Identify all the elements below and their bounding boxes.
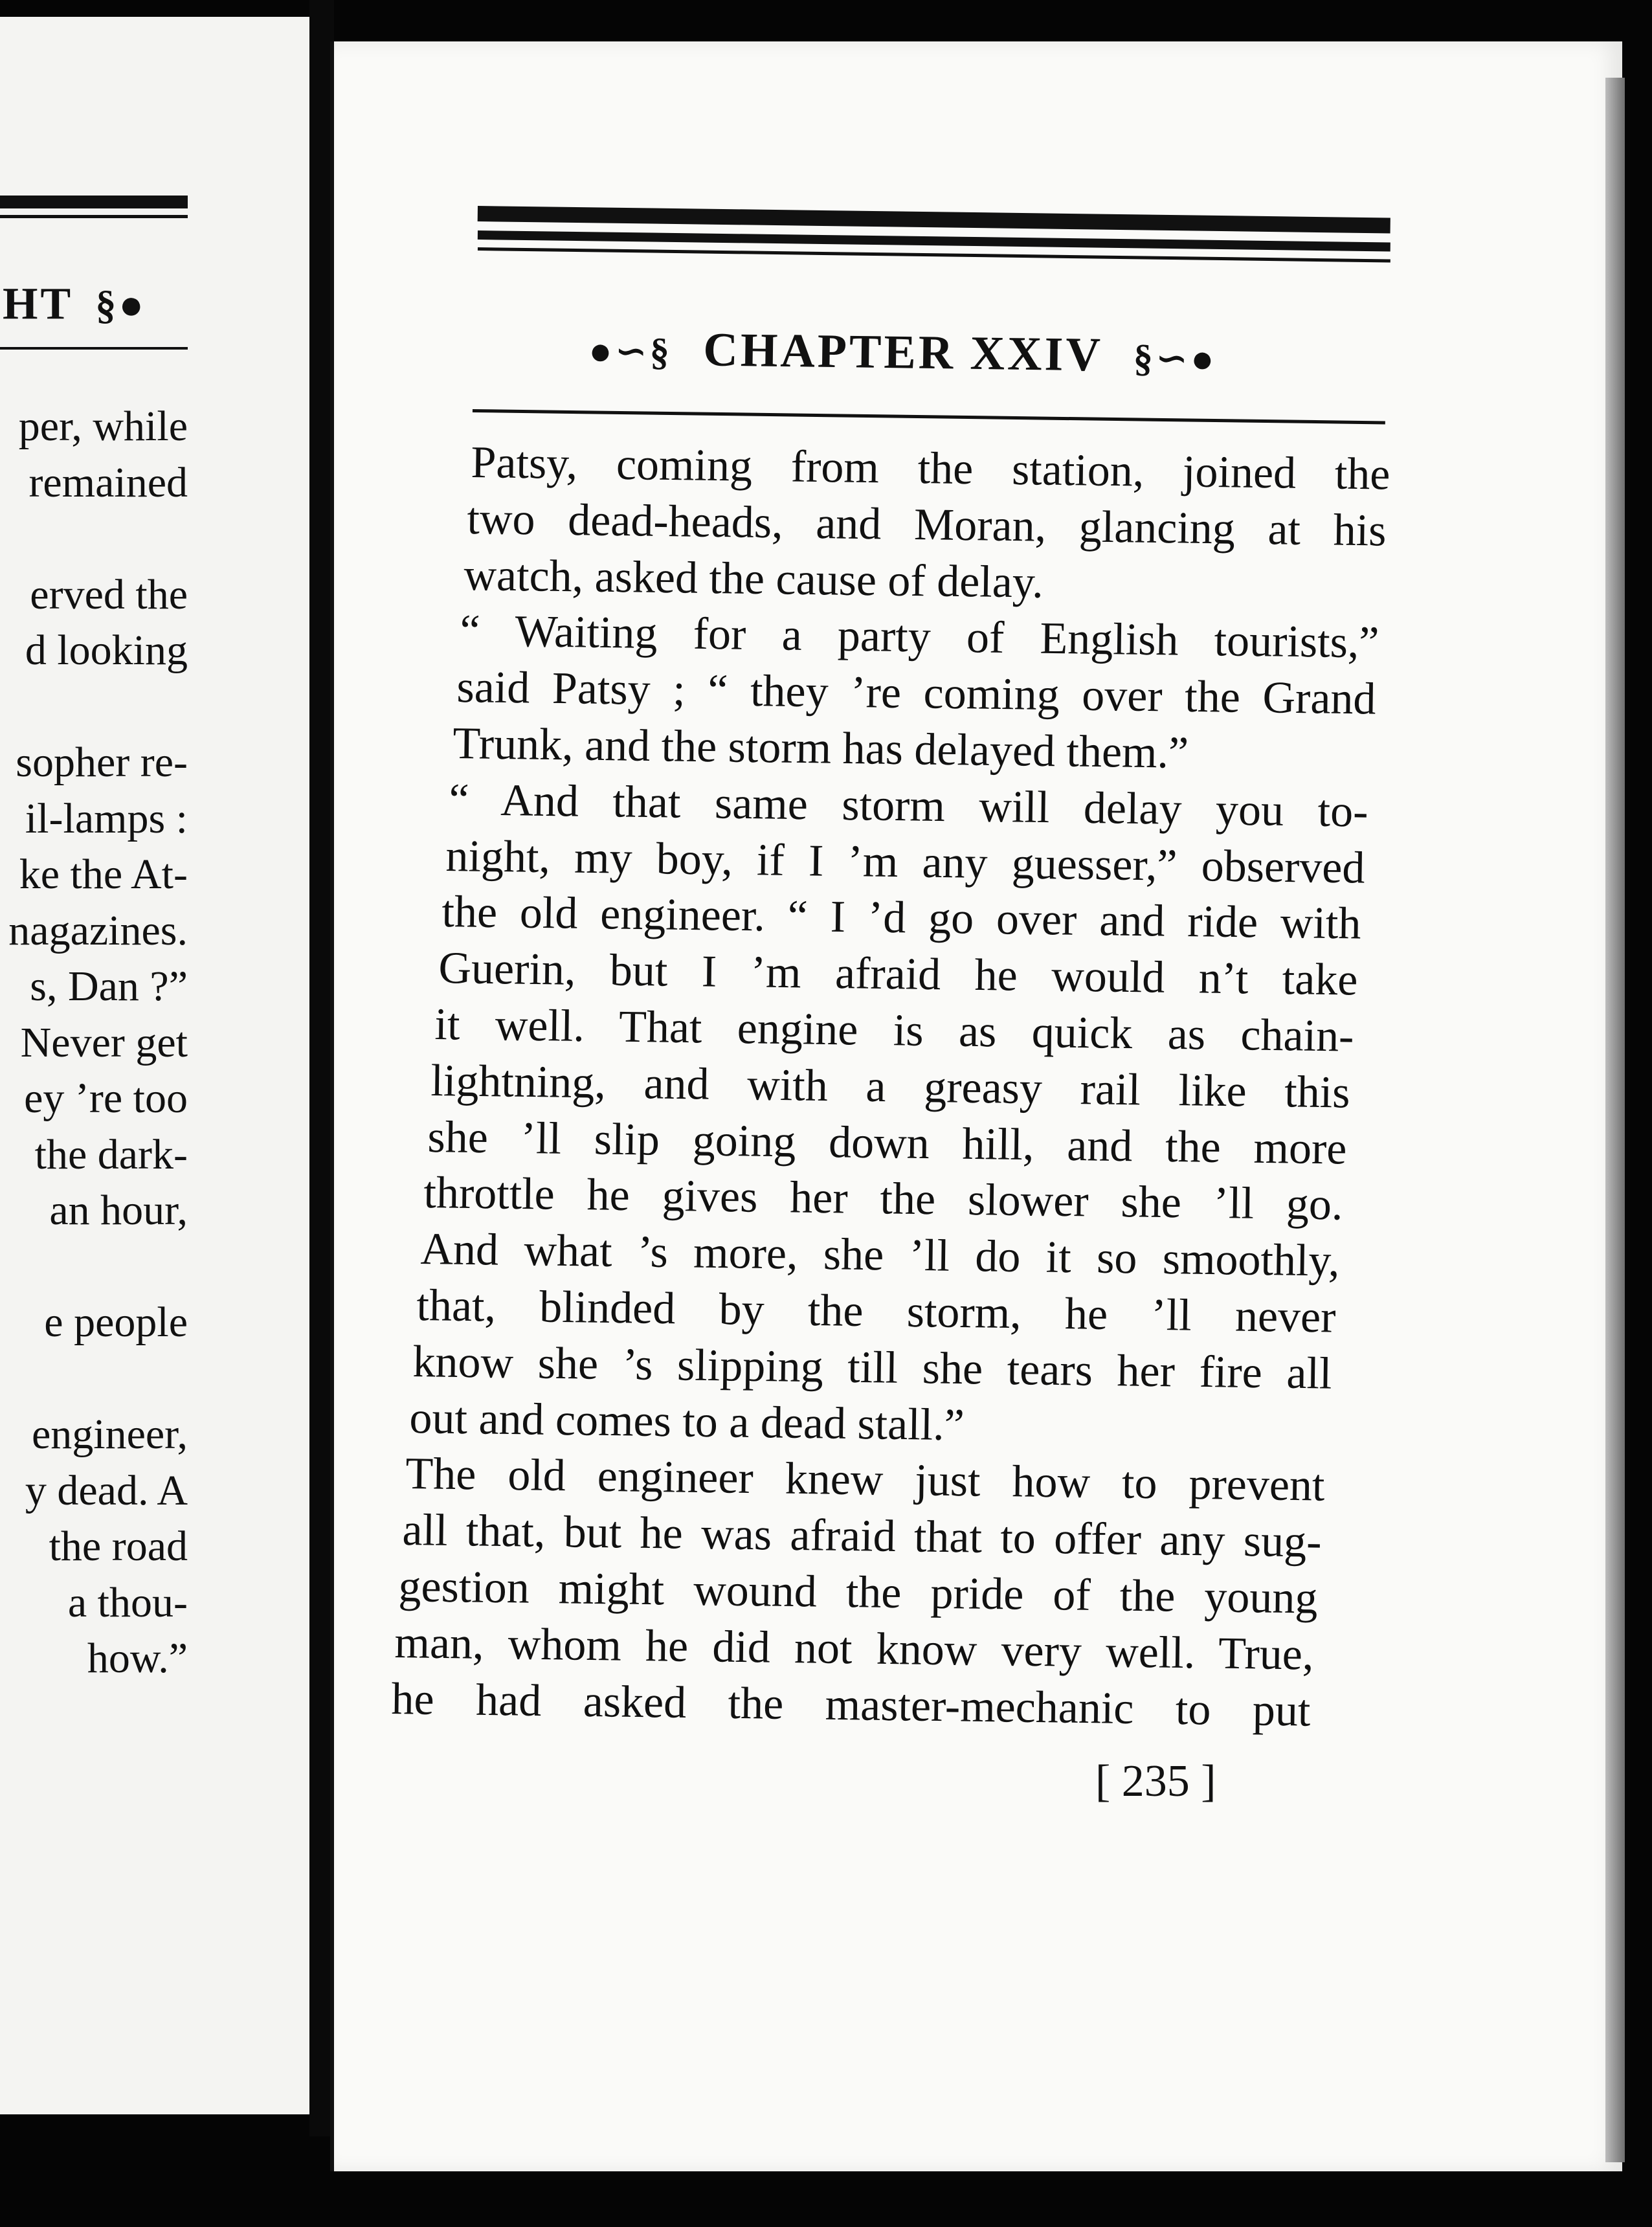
left-body-line: the dark- [34, 1130, 188, 1178]
chapter-heading [588, 321, 1217, 385]
left-body-line: engineer, [31, 1411, 188, 1458]
right-page [330, 41, 1622, 2171]
body-line: the old engineer. “ I ’d go over and ride with [441, 887, 1362, 949]
left-header-underline [0, 347, 188, 350]
left-body-line: erved the [30, 570, 188, 618]
left-body-line: sopher re- [16, 739, 188, 786]
body-line: watch, asked the cause of delay. [463, 550, 1044, 608]
heading-underline [473, 409, 1385, 424]
body-line: night, my boy, if I ’m any guesser,” observed [445, 831, 1365, 893]
left-body-line: d looking [25, 627, 188, 674]
body-line: Guerin, but I ’m afraid he would n’t take [438, 943, 1358, 1005]
body-line: out and comes to a dead stall.” [408, 1393, 965, 1450]
left-body-line: y dead. A [25, 1466, 188, 1514]
body-line: she ’ll slip going down hill, and the more [427, 1112, 1347, 1174]
ornament-left-icon: ●∽§ [588, 329, 673, 374]
left-body-line: remained [28, 458, 188, 506]
body-line: And what ’s more, she ’ll do it so smoothly, [419, 1224, 1340, 1286]
left-body-line: e people [44, 1299, 188, 1346]
left-body-line: a thou- [67, 1578, 188, 1626]
ornament-right-icon: §∽● [1133, 337, 1217, 381]
left-body-line: Never get [20, 1018, 188, 1066]
left-header-rule-thick [0, 196, 188, 208]
body-line: “ And that same storm will delay you to- [449, 774, 1369, 837]
left-page [0, 17, 312, 2114]
left-body-line: per, while [18, 403, 188, 450]
body-line: man, whom he did not know very well. True, [394, 1617, 1315, 1680]
body-line: Patsy, coming from the station, joined the [471, 438, 1390, 500]
body-line: that, blinded by the storm, he ’ll never [416, 1281, 1336, 1343]
body-line: throttle he gives her the slower she ’ll go. [423, 1168, 1344, 1230]
left-body-line: ke the At- [19, 851, 188, 898]
ornament-icon: §● [95, 282, 147, 328]
body-line: gestion might wound the pride of the young [398, 1561, 1318, 1624]
left-body-line: nagazines. [8, 906, 188, 954]
body-line: said Patsy ; “ they ’re coming over the Grand [456, 662, 1376, 724]
left-header-rule-thin [0, 215, 188, 218]
body-line: he had asked the master-mechanic to put [390, 1673, 1311, 1736]
page-edge-shadow [1605, 78, 1625, 2162]
chapter-title: CHAPTER XXIV [702, 323, 1103, 382]
body-line: Trunk, and the storm has delayed them.” [452, 719, 1189, 778]
body-line: “ Waiting for a party of English tourists,” [460, 606, 1380, 668]
left-body-line: il-lamps : [25, 794, 188, 842]
body-line: The old engineer knew just how to prevent [405, 1449, 1326, 1511]
left-running-head-text: HT [3, 279, 73, 329]
left-body-line: how.” [87, 1635, 188, 1682]
body-line: two dead-heads, and Moran, glancing at his [467, 493, 1387, 556]
left-body-line: s, Dan ?” [30, 963, 188, 1010]
body-line: all that, but he was afraid that to offer any sug- [401, 1505, 1322, 1567]
left-running-head [3, 278, 146, 330]
header-rule-medium [478, 230, 1390, 251]
body-line: know she ’s slipping till she tears her fire all [412, 1336, 1333, 1399]
left-body-line: the road [49, 1523, 188, 1570]
page-number: [ 235 ] [1095, 1756, 1216, 1806]
body-line: it well. That engine is as quick as chain- [434, 1000, 1354, 1062]
header-rule-thick [478, 206, 1390, 233]
body-line: lightning, and with a greasy rail like this [430, 1055, 1351, 1118]
left-body-line: ey ’re too [24, 1075, 188, 1122]
left-body-line: an hour, [49, 1187, 188, 1234]
